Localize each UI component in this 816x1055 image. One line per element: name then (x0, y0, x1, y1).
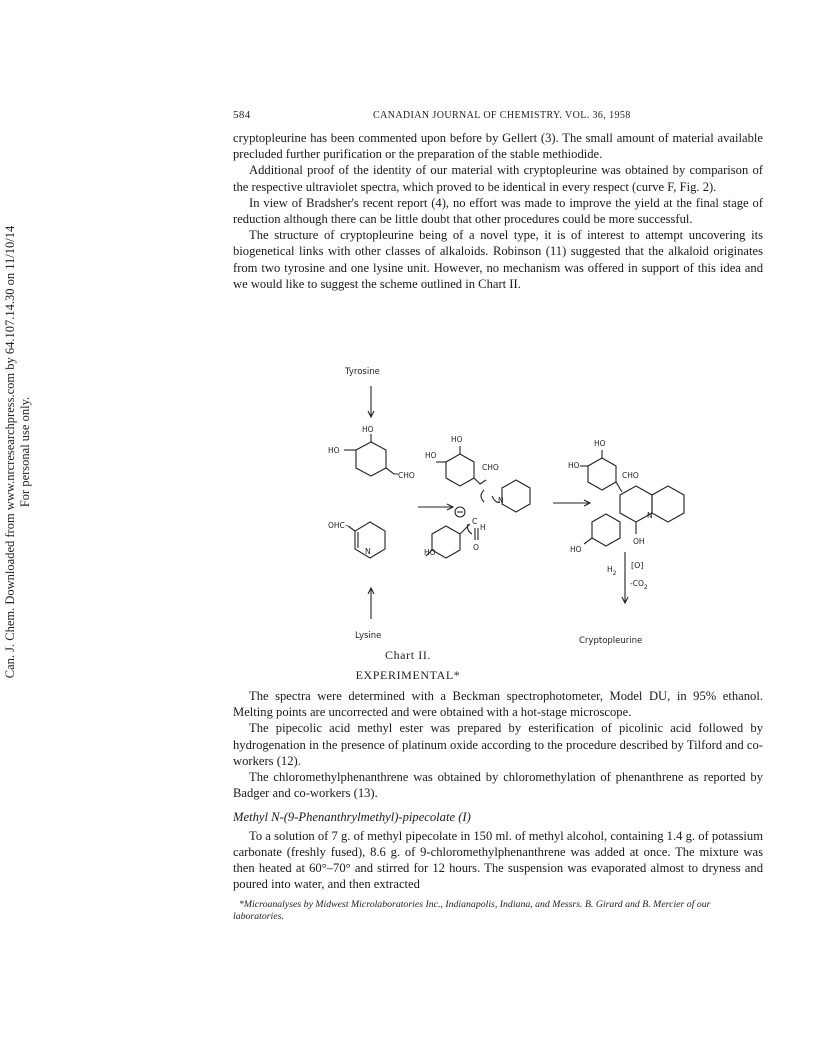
electron-arrow (481, 490, 484, 502)
piperideine-ring (502, 480, 530, 512)
ho-label: HO (570, 545, 582, 554)
n-label: N (365, 547, 371, 556)
paragraph: The chloromethylphenanthrene was obtained by chloromethylation of phenanthrene as reported by Badger and co-workers (13). (233, 770, 763, 801)
subheading: Methyl N-(9-Phenanthrylmethyl)-pipecolate (I) (233, 810, 471, 825)
paragraph: cryptopleurine has been commented upon before by Gellert (3). The small amount of material available precluded further purification or the preparation of the stable methiodide. (233, 131, 763, 162)
oxidation-label: [O] (631, 561, 644, 570)
download-notice-line1: Can. J. Chem. Downloaded from www.nrcresearchpress.com by 64.107.14.30 on 11/10/14 (3, 225, 17, 679)
paragraph: The spectra were determined with a Beckman spectrophotometer, Model DU, in 95% ethanol. Melting points are uncorrected and were obtained with a hot-stage microscope. (233, 689, 763, 720)
tyrosine-label: Tyrosine (345, 367, 380, 377)
c-label: C (472, 517, 478, 526)
cho-label: CHO (622, 471, 639, 480)
cryptopleurine-label: Cryptopleurine (579, 636, 643, 646)
ho-label: HO (425, 451, 437, 460)
oh-label: OH (633, 537, 645, 546)
ho-label: HO (451, 435, 463, 444)
benzene-ring (446, 454, 474, 486)
biosynthesis-scheme (300, 362, 700, 650)
quinolizidine-ring (652, 486, 684, 522)
benzene-ring (432, 526, 460, 558)
footnote (233, 899, 763, 923)
paragraph: Additional proof of the identity of our material with cryptopleurine was obtained by comparison of the respective ultraviolet spectra, which proved to be identical in every respect (curve F, Fig. 2). (233, 163, 763, 194)
bond (616, 482, 622, 492)
bond (348, 526, 355, 531)
ho-label: HO (362, 425, 374, 434)
paragraph: To a solution of 7 g. of methyl pipecolate in 150 ml. of methyl alcohol, containing 1.4 g. of potassium carbonate (freshly fused), 8.6 g. of 9-chloromethylphenanthrene was added at once. The mixture was then heated at 60°–70° and stirred for 12 hours. The suspension was evaporated almost to dryness and poured into water, and then extracted (233, 828, 763, 892)
download-notice (3, 192, 33, 712)
bond (386, 468, 398, 474)
bond (584, 538, 592, 544)
benzene-ring (592, 514, 620, 546)
section-heading: EXPERIMENTAL* (355, 668, 461, 682)
ohc-label: OHC– (328, 521, 349, 530)
body-text-experimental (233, 688, 763, 892)
ho-label: HO (328, 446, 340, 455)
cho-label: CHO (482, 463, 499, 472)
hydrogen-label: $H_2$ (607, 565, 617, 577)
decarboxylation-label: $-CO_2$ (630, 579, 648, 591)
body-text-top (233, 130, 763, 292)
running-header (233, 109, 763, 123)
lysine-label: Lysine (355, 631, 382, 641)
download-notice-line2: For personal use only. (18, 396, 32, 508)
ho-label: HO (568, 461, 580, 470)
journal-title: CANADIAN JOURNAL OF CHEMISTRY. VOL. 36, 1958 (373, 110, 631, 121)
ho-label: HO (424, 548, 436, 557)
o-label: O (473, 543, 479, 552)
paragraph: The pipecolic acid methyl ester was prepared by esterification of picolinic acid followed by hydrogenation in the presence of platinum oxide according to the procedure described by Tilford and co-workers (12). (233, 721, 763, 768)
n-label: N (498, 496, 504, 505)
h-label: H (480, 523, 486, 532)
paragraph: In view of Bradsher's recent report (4), no effort was made to improve the yield at the final stage of reduction although there can be little doubt that other procedures could be more successful. (233, 195, 763, 227)
page-number: 584 (233, 109, 251, 121)
cho-label: CHO (398, 471, 415, 480)
footnote-text: *Microanalyses by Midwest Microlaboratories Inc., Indianapolis, Indiana, and Messrs. B. Girard and B. Mercier of our laboratories. (233, 899, 711, 922)
paragraph: The structure of cryptopleurine being of a novel type, it is of interest to attempt uncovering its biogenetical links with other classes of alkaloids. Robinson (11) suggested that the alkaloid originates from two tyrosine and one lysine unit. However, no mechanism was offered in support of this idea and we would like to suggest the scheme outlined in Chart II. (233, 228, 763, 291)
benzene-ring (356, 442, 386, 476)
n-label: N (647, 511, 653, 520)
benzene-ring (588, 458, 616, 490)
bond (474, 478, 486, 484)
ho-label: HO (594, 439, 606, 448)
chart-caption: Chart II. (384, 648, 432, 662)
bond (460, 524, 470, 534)
